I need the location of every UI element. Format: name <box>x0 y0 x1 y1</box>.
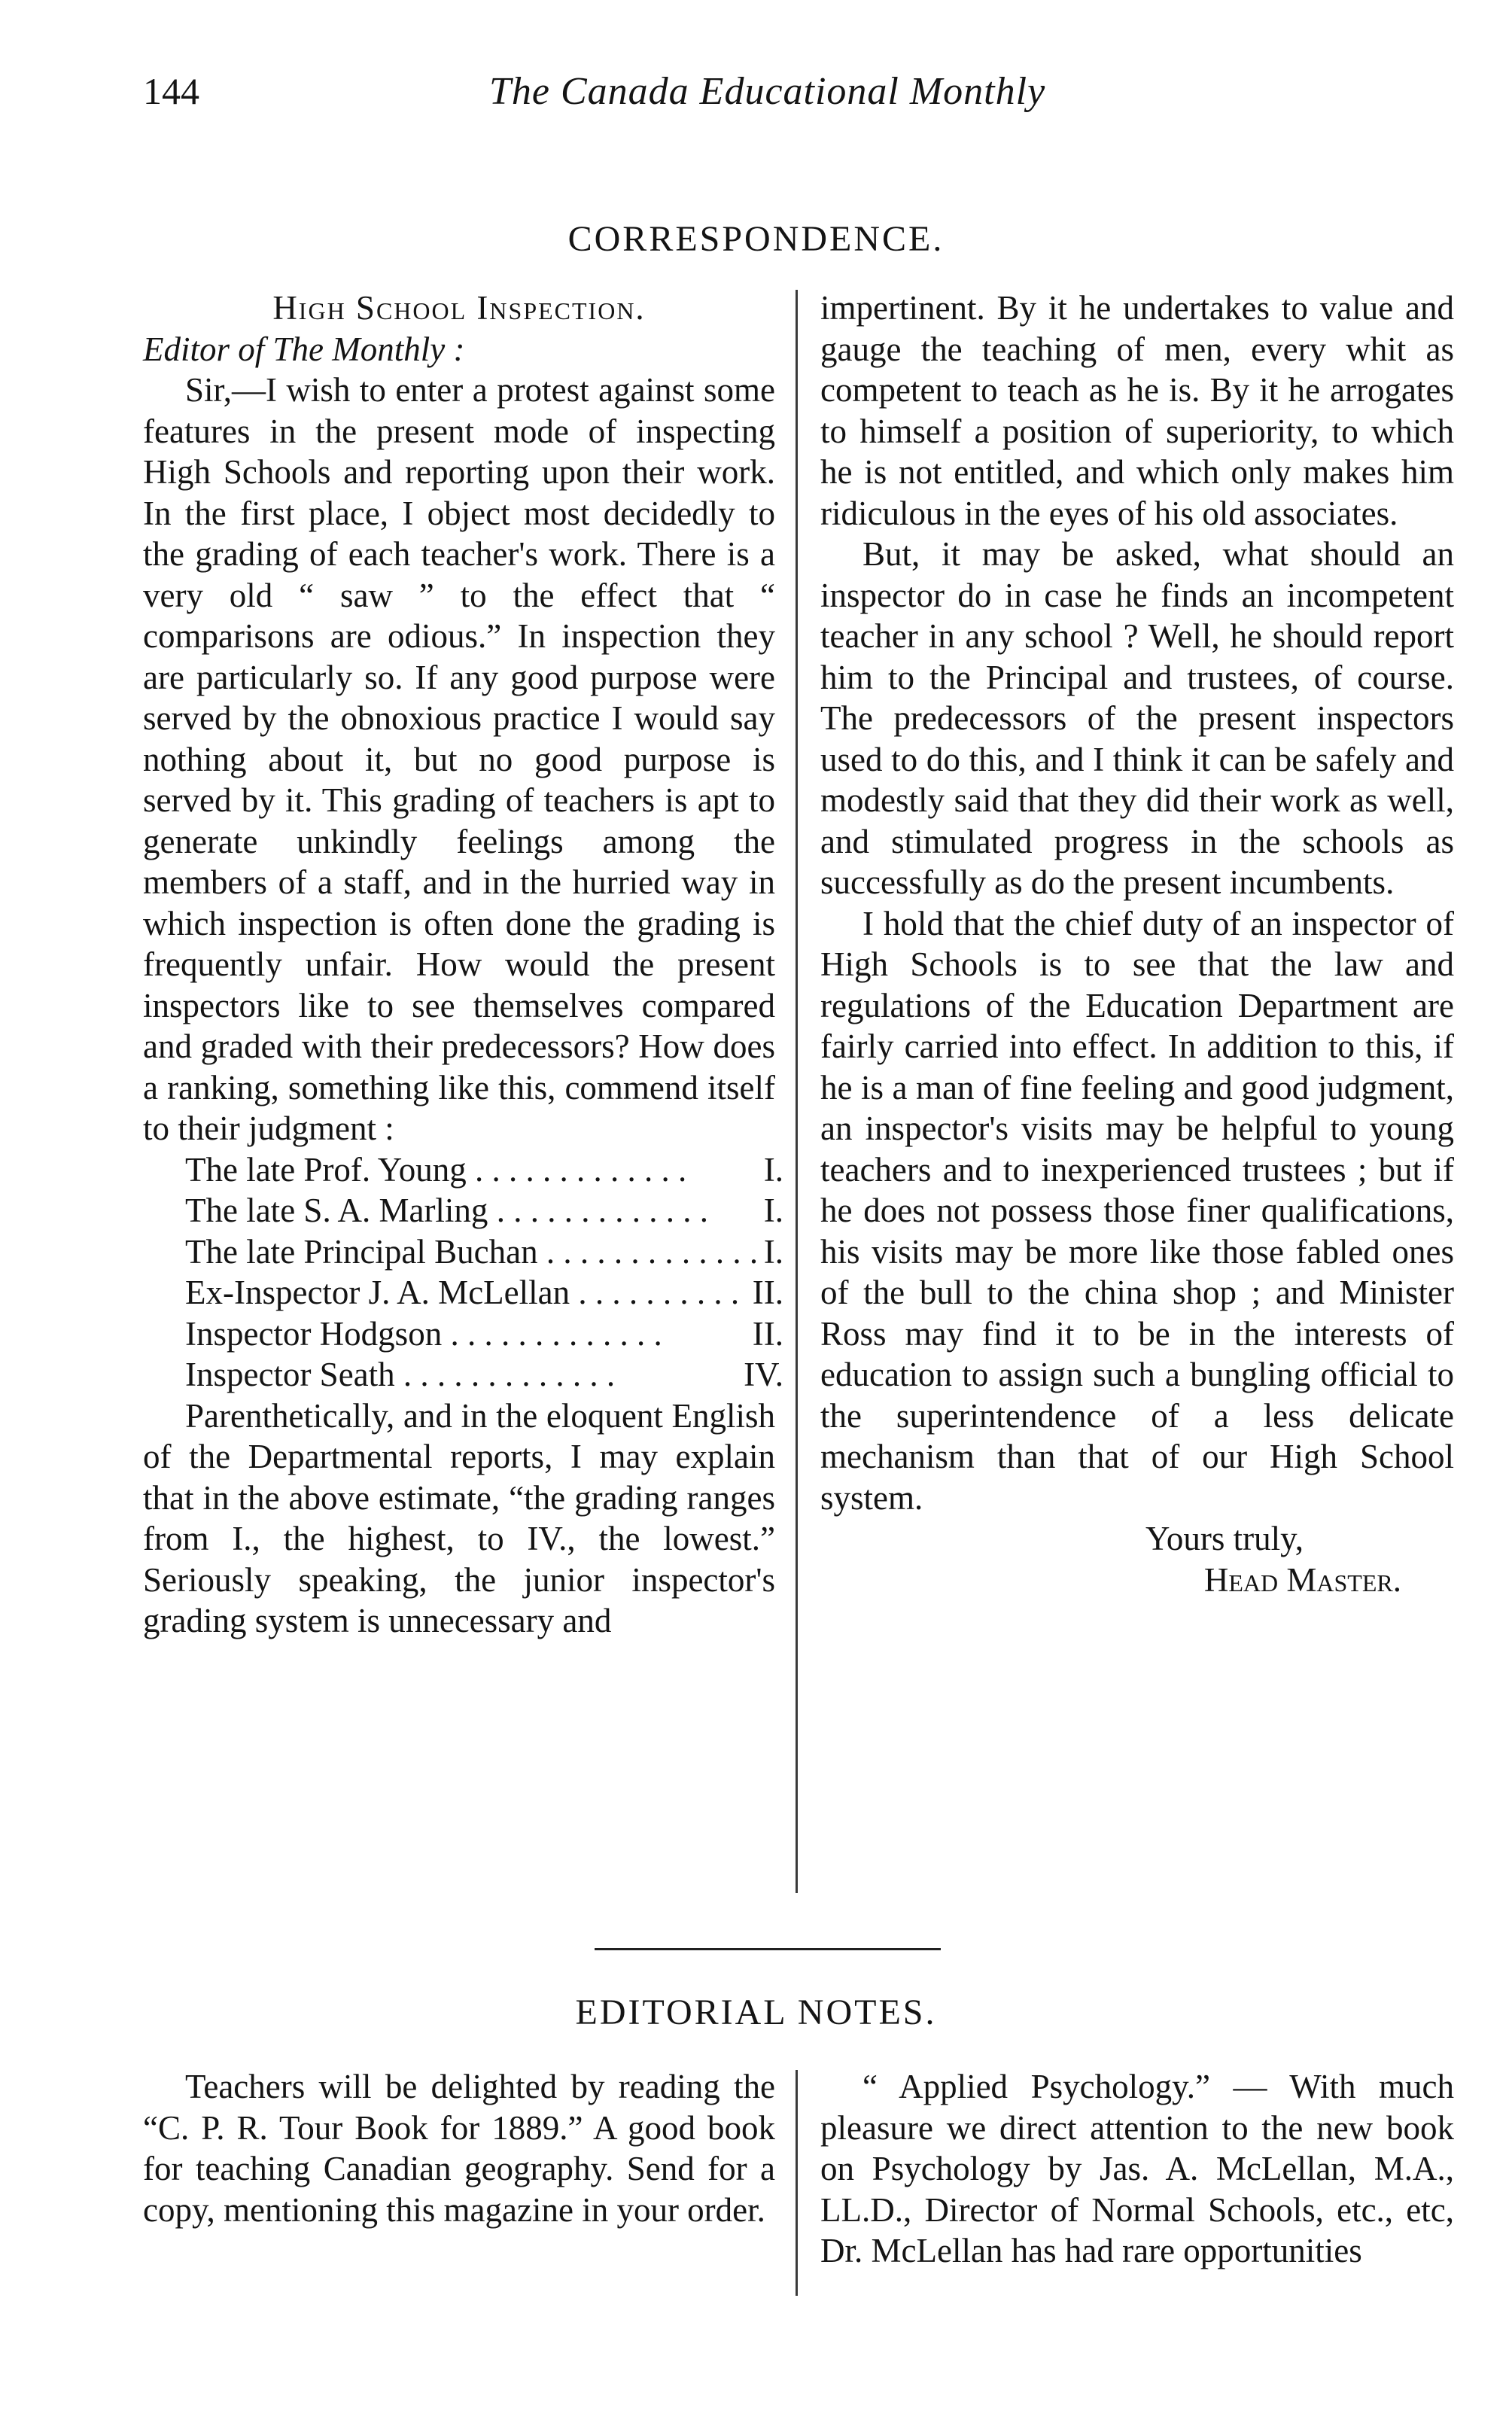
letter-paragraph: I hold that the chief duty of an inspector of High Schools is to see that the law and regulations of the Education Department are fairly carried into effect. In addition to this, if he is a man of fine feeling and good judgment, an inspector's visits may be helpful to young teachers and to inexperienced trustees ; but if he does not possess those finer qualifications, his visits may be more like those fabled ones of the bull to the china shop ; and Minister Ross may find it to be in the interests of education to assign such a bungling official to the superintendence of a less delicate mechanism than that of our High School system. <box>820 904 1454 1517</box>
ranking-item <box>185 1272 783 1313</box>
ranking-grade: IV. <box>744 1356 783 1393</box>
page-number: 144 <box>143 70 199 112</box>
ranking-grade: I. <box>763 1150 783 1189</box>
editor-salutation: Editor of The Monthly : <box>143 330 465 368</box>
ranking-list <box>185 1149 783 1396</box>
letter-paragraph: Sir,—I wish to enter a protest against some features in the present mode of inspecting High Schools and reporting upon their work. In the first place, I object most decidedly to the grading of each teacher's work. There is a very old “ saw ” to the effect that “ comparisons are odious.” In inspection they are particularly so. If any good purpose were served by the obnoxious practice I would say nothing about it, but no good purpose is served by it. This grading of teachers is apt to generate unkindly feelings among the members of a staff, and in the hurried way in which inspection is often done the grading is frequently unfair. How would the present inspectors like to see themselves compared and graded with their predecessors? How does a ranking, something like this, commend itself to their judgment : <box>143 371 775 1147</box>
ranking-item <box>185 1190 783 1231</box>
ranking-name: The late Prof. Young . . . <box>185 1149 759 1191</box>
editorial-right-column <box>820 2066 1454 2272</box>
ranking-name: Inspector Hodgson . . . <box>185 1313 748 1355</box>
running-title: The Canada Educational Monthly <box>489 70 1046 113</box>
ranking-grade: I. <box>763 1232 783 1271</box>
editorial-paragraph: Teachers will be delighted by reading the “C. P. R. Tour Book for 1889.” A good book for teaching Canadian geography. Send for a copy, mentioning this magazine in your order. <box>143 2068 775 2229</box>
ranking-grade: II. <box>752 1274 783 1311</box>
letter-paragraph: impertinent. By it he undertakes to value and gauge the teaching of men, every whit as competent to teach as he is. By it he arrogates to himself a position of superiority, to which he is not entitled, and which only makes him ridiculous in the eyes of his old associates. <box>820 289 1454 532</box>
ranking-item <box>185 1231 783 1273</box>
article-subheading: High School Inspection. <box>272 289 646 327</box>
ranking-item <box>185 1149 783 1191</box>
editorial-heading: EDITORIAL NOTES. <box>575 1992 937 2032</box>
letter-paragraph: Parenthetically, and in the eloquent English of the Departmental reports, I may explain that in the above estimate, “the grading ranges from I., the highest, to IV., the lowest.” Seriously speaking, the junior inspector's grading system is unnecessary and <box>143 1396 775 1639</box>
ranking-item <box>185 1313 783 1355</box>
ranking-name: The late Principal Buchan . . . <box>185 1231 759 1273</box>
column-divider <box>796 290 798 1893</box>
ranking-name: The late S. A. Marling . . . <box>185 1190 759 1231</box>
column-divider <box>796 2070 798 2296</box>
section-rule <box>595 1948 941 1950</box>
correspondence-left-column <box>143 288 783 1642</box>
letter-signature: Head Master. <box>1203 1560 1401 1599</box>
letter-paragraph: But, it may be asked, what should an inspector do in case he finds an incompetent teacher in any school ? Well, he should report him to the Principal and trustees, of course. The predecessors of the present inspectors used to do this, and I think it can be safely and modestly said that they did their work as well, and stimulated progress in the schools as successfully as do the present incumbents. <box>820 535 1454 901</box>
editorial-left-column <box>143 2066 775 2230</box>
ranking-name: Inspector Seath . . . <box>185 1354 739 1396</box>
letter-closing: Yours truly, <box>1145 1520 1304 1557</box>
correspondence-heading: CORRESPONDENCE. <box>567 219 945 259</box>
editorial-paragraph: “ Applied Psychology.” — With much pleasure we direct attention to the new book on Psychology by Jas. A. McLellan, M.A., LL.D., Director of Normal Schools, etc., etc, Dr. McLellan has had rare opportunities <box>820 2068 1454 2269</box>
ranking-item <box>185 1354 783 1396</box>
ranking-grade: II. <box>752 1314 783 1353</box>
ranking-grade: I. <box>763 1192 783 1229</box>
ranking-name: Ex-Inspector J. A. McLellan . . . <box>185 1272 748 1313</box>
correspondence-right-column <box>820 288 1454 1600</box>
